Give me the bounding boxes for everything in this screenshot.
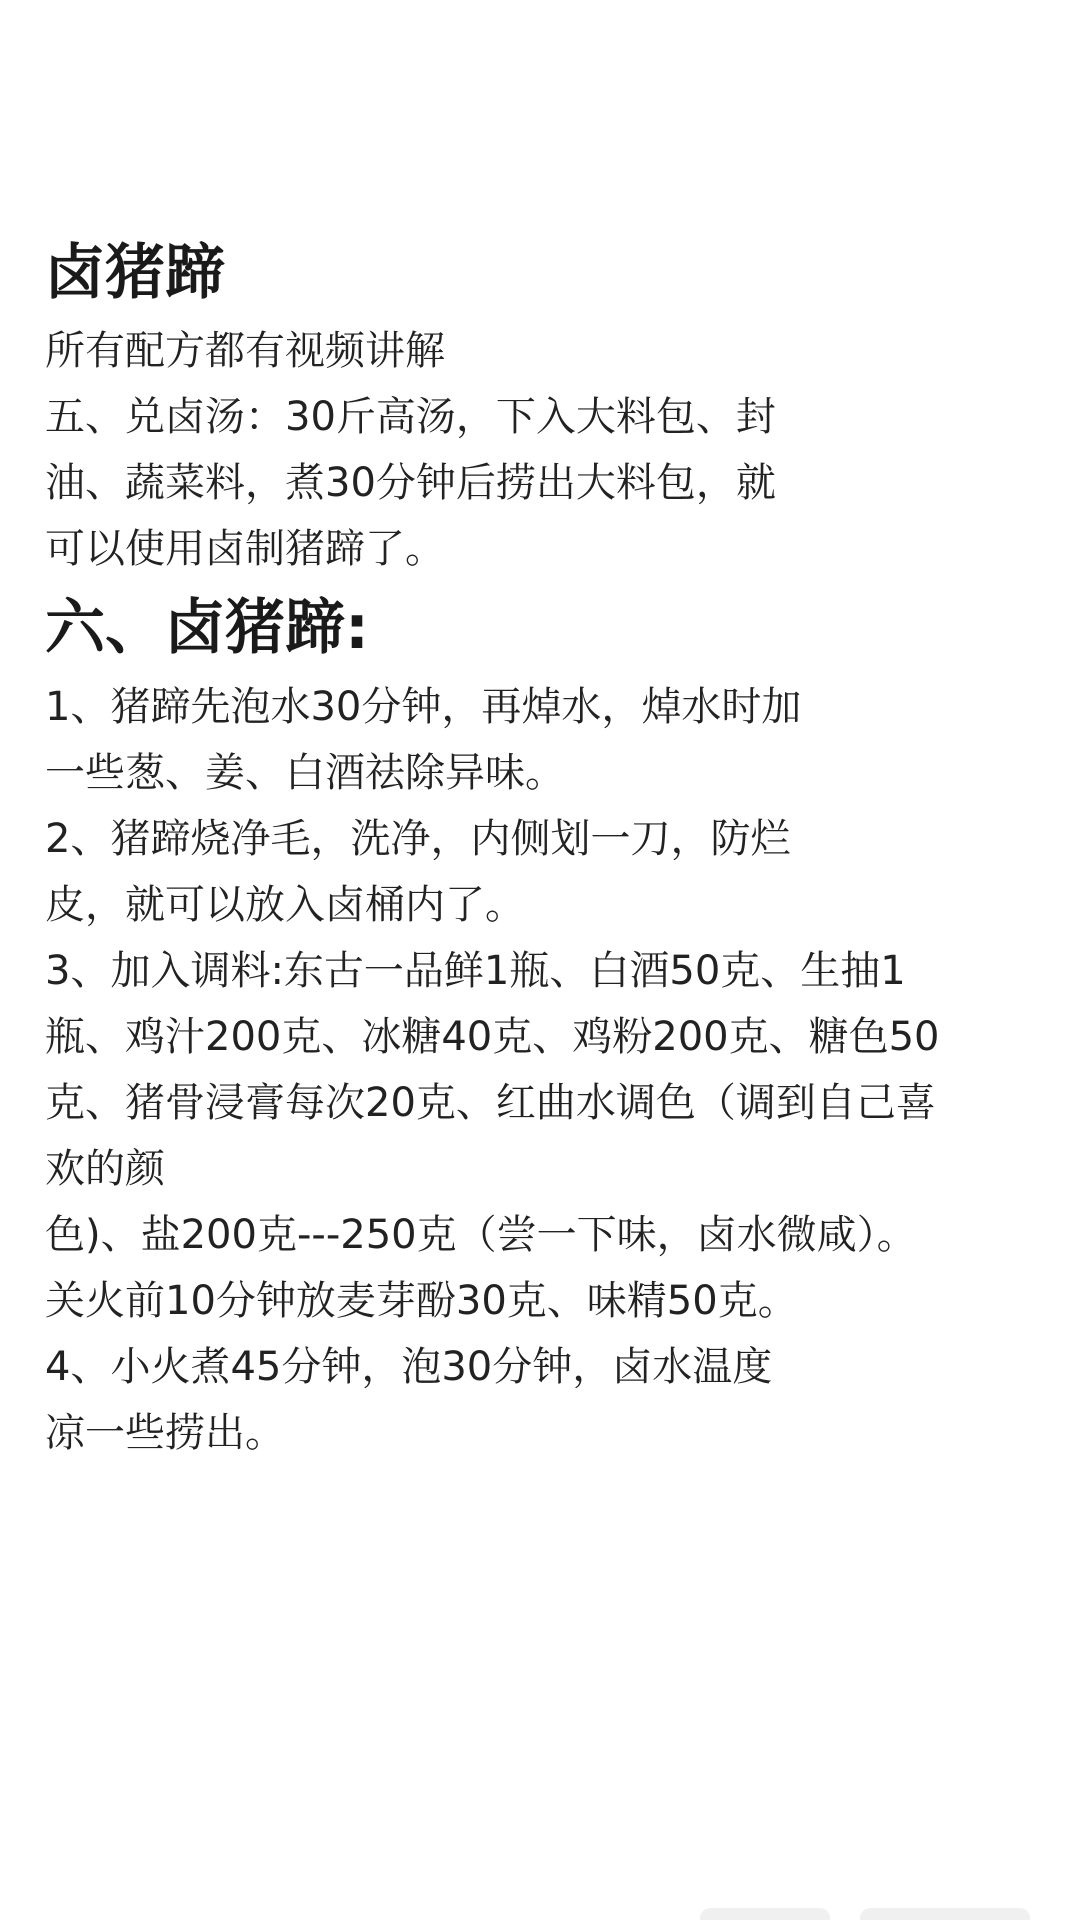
step5-line: 可以使用卤制猪蹄了。 [45, 526, 445, 572]
note-title: 卤猪蹄 [45, 238, 225, 308]
section6-item-4 [45, 1334, 1045, 1466]
item-line: 色)、盐200克---250克（尝一下味，卤水微咸）。 [45, 1212, 917, 1258]
item-line: 欢的颜 [45, 1146, 165, 1192]
item-line: 2、猪蹄烧净毛，洗净，内侧划一刀，防烂 [45, 816, 791, 862]
step5-line: 五、兑卤汤：30斤高汤，下入大料包、封 [45, 394, 776, 440]
item-line: 皮，就可以放入卤桶内了。 [45, 882, 525, 928]
section6-item-1 [45, 674, 1045, 806]
item-line: 克、猪骨浸膏每次20克、红曲水调色（调到自己喜 [45, 1080, 936, 1126]
step5-line: 油、蔬菜料，煮30分钟后捞出大料包，就 [45, 460, 776, 506]
item-line: 一些葱、姜、白酒祛除异味。 [45, 750, 565, 796]
bottom-tab-right [860, 1908, 1030, 1920]
step5-block [45, 384, 1045, 582]
section6-heading: 六、卤猪蹄: [45, 593, 369, 663]
note-subtitle: 所有配方都有视频讲解 [45, 328, 445, 374]
item-line: 4、小火煮45分钟，泡30分钟，卤水温度 [45, 1344, 773, 1390]
item-line: 凉一些捞出。 [45, 1410, 285, 1456]
item-line: 1、猪蹄先泡水30分钟，再焯水，焯水时加 [45, 684, 802, 730]
item-line: 瓶、鸡汁200克、冰糖40克、鸡粉200克、糖色50 [45, 1014, 940, 1060]
item-line: 3、加入调料:东古一品鲜1瓶、白酒50克、生抽1 [45, 948, 906, 994]
section6-item-2 [45, 806, 1045, 938]
bottom-edge-tabs [700, 1906, 1040, 1920]
note-content [45, 228, 1045, 1466]
bottom-tab-left [700, 1908, 830, 1920]
section6-item-3 [45, 938, 1045, 1334]
item-line: 关火前10分钟放麦芽酚30克、味精50克。 [45, 1278, 798, 1324]
